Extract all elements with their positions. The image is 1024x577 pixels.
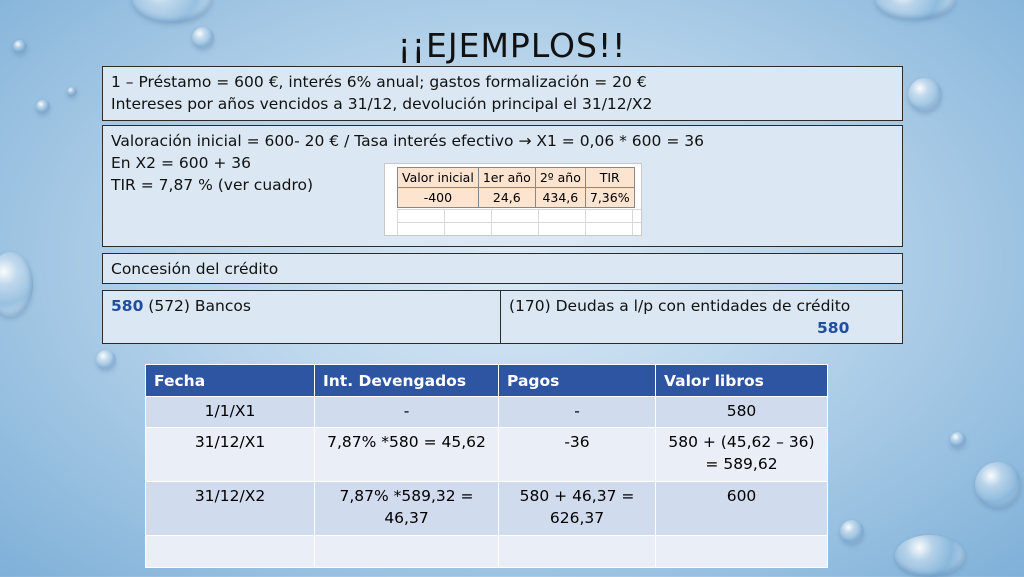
water-drop-decoration: [950, 432, 966, 448]
table-cell: 31/12/X1: [146, 428, 315, 482]
amortization-table: [145, 364, 828, 568]
table-cell: [315, 536, 499, 568]
journal-entry-credit: [500, 290, 903, 344]
table-header-row: [146, 365, 828, 397]
irr-table: [397, 167, 635, 208]
slide-title: ¡¡EJEMPLOS!!: [397, 26, 627, 65]
valuation-line: En X2 = 600 + 36: [111, 154, 252, 172]
water-drop-decoration: [908, 78, 942, 112]
table-cell: 1/1/X1: [146, 397, 315, 428]
water-drop-decoration: [840, 520, 864, 544]
table-cell: [146, 536, 315, 568]
irr-value-cell: 434,6: [535, 188, 585, 208]
table-cell: 7,87% *580 = 45,62: [315, 428, 499, 482]
credit-amount: 580: [817, 319, 850, 337]
water-drop-decoration: [895, 535, 965, 577]
irr-header-cell: 2º año: [535, 168, 585, 188]
column-header: Int. Devengados: [315, 365, 499, 397]
water-drop-decoration: [96, 350, 116, 370]
loan-description-box: [102, 66, 903, 121]
table-cell: 600: [656, 482, 828, 536]
table-row: [146, 536, 828, 568]
valuation-line: Valoración inicial = 600- 20 € / Tasa interés efectivo → X1 = 0,06 * 600 = 36: [111, 132, 704, 150]
irr-header-cell: TIR: [585, 168, 634, 188]
loan-description-line: 1 – Préstamo = 600 €, interés 6% anual; gastos formalización = 20 €: [111, 73, 647, 91]
table-row: [146, 397, 828, 428]
table-cell: 580 + 46,37 = 626,37: [499, 482, 656, 536]
column-header: Fecha: [146, 365, 315, 397]
credit-account: (170) Deudas a l/p con entidades de crédito: [509, 297, 851, 315]
water-drop-decoration: [875, 0, 955, 20]
debit-amount: 580: [111, 297, 144, 315]
water-drop-decoration: [975, 462, 1021, 508]
water-drop-decoration: [67, 87, 77, 97]
table-cell: -: [499, 397, 656, 428]
water-drop-decoration: [0, 252, 33, 317]
irr-value-cell: -400: [398, 188, 479, 208]
irr-header-cell: Valor inicial: [398, 168, 479, 188]
irr-spreadsheet-snippet: [384, 163, 642, 236]
column-header: Pagos: [499, 365, 656, 397]
spreadsheet-gridlines: [397, 209, 641, 235]
water-drop-decoration: [36, 100, 50, 114]
table-cell: -: [315, 397, 499, 428]
water-drop-decoration: [132, 0, 212, 23]
table-cell: -36: [499, 428, 656, 482]
irr-value-cell: 7,36%: [585, 188, 634, 208]
table-cell: 580 + (45,62 – 36) = 589,62: [656, 428, 828, 482]
table-cell: [499, 536, 656, 568]
loan-description-line: Intereses por años vencidos a 31/12, devolución principal el 31/12/X2: [111, 95, 653, 113]
table-cell: 31/12/X2: [146, 482, 315, 536]
table-cell: 7,87% *589,32 = 46,37: [315, 482, 499, 536]
table-cell: 580: [656, 397, 828, 428]
irr-value-cell: 24,6: [478, 188, 535, 208]
table-row: [146, 428, 828, 482]
valuation-line: TIR = 7,87 % (ver cuadro): [111, 176, 314, 194]
table-cell: [656, 536, 828, 568]
credit-concession-box: [102, 253, 903, 284]
journal-entry-debit: [102, 290, 501, 344]
irr-header-cell: 1er año: [478, 168, 535, 188]
table-row: [146, 482, 828, 536]
credit-concession-label: Concesión del crédito: [111, 260, 279, 278]
column-header: Valor libros: [656, 365, 828, 397]
debit-account: (572) Bancos: [143, 297, 251, 315]
